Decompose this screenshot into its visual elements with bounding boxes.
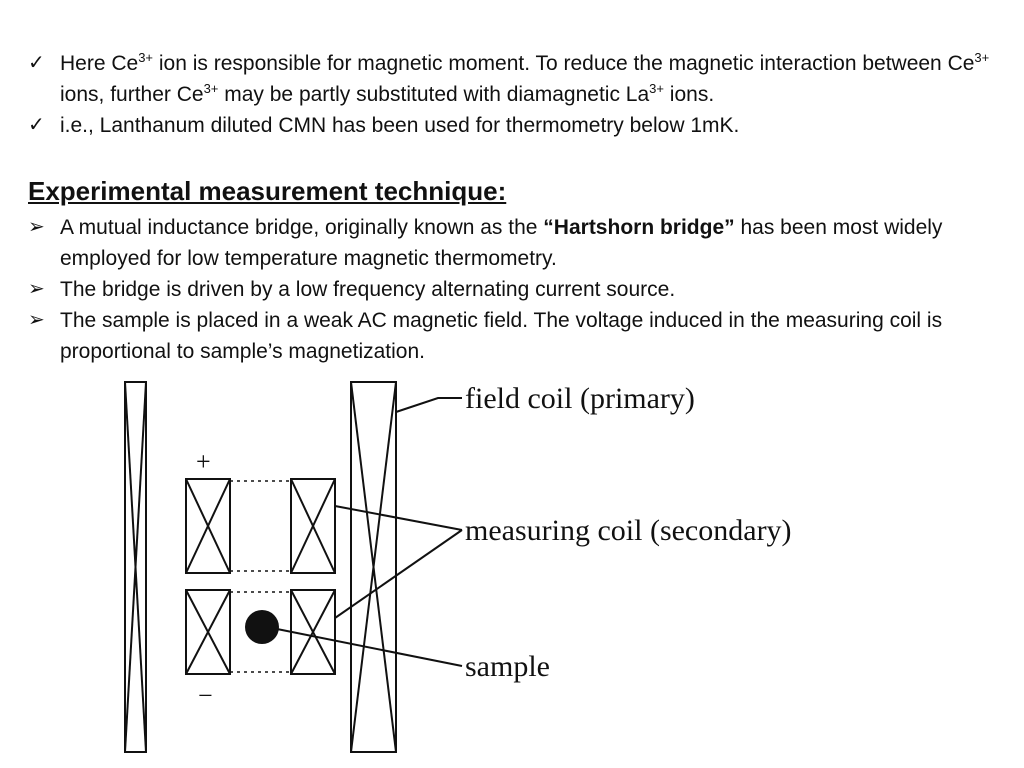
technique-item-2 (28, 274, 1024, 305)
arrow-bullet-icon: ➢ (28, 278, 45, 300)
measuring-coil-upper-right (291, 479, 335, 573)
minus-sign: − (198, 681, 213, 710)
superscript: 3+ (203, 81, 219, 96)
bullet-text: A mutual inductance bridge, originally known as the (60, 216, 544, 239)
intro-text: ions. (663, 83, 715, 106)
superscript: 3+ (138, 50, 154, 65)
intro-text: Here Ce (60, 52, 139, 75)
measuring-coil-lower-right (291, 590, 335, 674)
plus-sign: + (196, 447, 211, 476)
sample-dot (245, 610, 279, 644)
bullet-text: The sample is placed in a weak AC magnetic field. The voltage induced in the measuring coil is proportional to sample’s magnetization. (60, 309, 943, 363)
label-field-coil: field coil (primary) (465, 382, 695, 415)
intro-text: ion is responsible for magnetic moment. To reduce the magnetic interaction between Ce (153, 52, 975, 75)
measuring-coil-lower-left (186, 590, 230, 674)
technique-item-1 (28, 212, 1024, 274)
label-sample: sample (465, 650, 550, 683)
field-coil-right (351, 382, 396, 752)
superscript: 3+ (649, 81, 664, 96)
technique-item-3 (28, 305, 1024, 367)
intro-text: may be partly substituted with diamagnetic La (218, 83, 650, 106)
intro-text: ions, further Ce (60, 83, 204, 106)
mutual-inductance-diagram (100, 370, 860, 765)
bullet-text: The bridge is driven by a low frequency alternating current source. (60, 278, 676, 301)
checkmark-icon: ✓ (28, 52, 45, 74)
arrow-bullet-icon: ➢ (28, 309, 45, 331)
label-measuring-coil: measuring coil (secondary) (465, 514, 792, 547)
bullet-bold-term: “Hartshorn bridge” (543, 216, 735, 239)
measuring-coil-upper-left (186, 479, 230, 573)
intro-item-2 (28, 110, 1024, 141)
field-coil-left (125, 382, 146, 752)
bullet-text: has been most widely employed for low temperature magnetic thermometry. (60, 216, 943, 270)
intro-list (28, 48, 1024, 141)
technique-list (28, 212, 1024, 367)
arrow-bullet-icon: ➢ (28, 216, 45, 238)
intro-text: i.e., Lanthanum diluted CMN has been used for thermometry below 1mK. (60, 114, 740, 137)
superscript: 3+ (974, 50, 990, 65)
section-heading: Experimental measurement technique: (28, 176, 507, 206)
intro-item-1 (28, 48, 1024, 110)
checkmark-icon: ✓ (28, 114, 45, 136)
